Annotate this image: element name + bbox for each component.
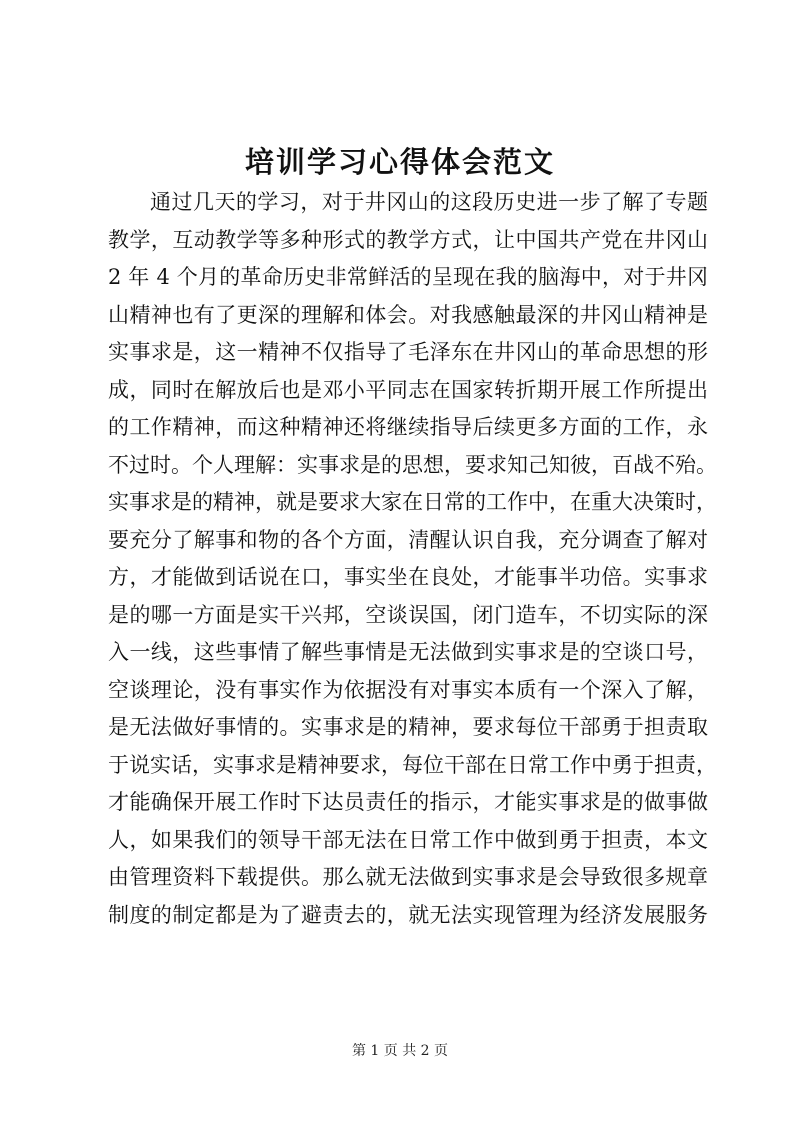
body-line: 空谈理论，没有事实作为依据没有对事实本质有一个深入了解，	[108, 677, 708, 702]
body-line: 不过时。个人理解：实事求是的思想，要求知己知彼，百战不殆。	[108, 452, 717, 477]
body-line: 制度的制定都是为了避责去的，就无法实现管理为经济发展服务	[108, 902, 708, 927]
body-line: 成，同时在解放后也是邓小平同志在国家转折期开展工作所提出	[108, 377, 708, 402]
body-line: 教学，互动教学等多种形式的教学方式，让中国共产党在井冈山	[108, 227, 708, 252]
body-line: 实事求是，这一精神不仅指导了毛泽东在井冈山的革命思想的形	[108, 340, 708, 364]
body-line: 的工作精神，而这种精神还将继续指导后续更多方面的工作，永	[108, 415, 708, 439]
body-line: 是无法做好事情的。实事求是的精神，要求每位干部勇于担责取	[108, 715, 708, 739]
document-title: 培训学习心得体会范文	[244, 145, 555, 179]
body-line: 山精神也有了更深的理解和体会。对我感触最深的井冈山精神是	[108, 302, 708, 327]
body-line: 由管理资料下载提供。那么就无法做到实事求是会导致很多规章	[108, 865, 708, 889]
body-line: 通过几天的学习，对于井冈山的这段历史进一步了解了专题	[150, 190, 708, 214]
body-line: 入一线，这些事情了解些事情是无法做到实事求是的空谈口号，	[108, 640, 708, 664]
body-line: 于说实话，实事求是精神要求，每位干部在日常工作中勇于担责，	[108, 752, 717, 777]
body-line: 实事求是的精神，就是要求大家在日常的工作中，在重大决策时，	[108, 490, 717, 514]
body-line: 是的哪一方面是实干兴邦，空谈误国，闭门造车，不切实际的深	[108, 602, 708, 627]
body-line: 才能确保开展工作时下达员责任的指示，才能实事求是的做事做	[108, 790, 708, 814]
body-line: 方，才能做到话说在口，事实坐在良处，才能事半功倍。实事求	[108, 565, 708, 589]
body-line: 2 年 4 个月的革命历史非常鲜活的呈现在我的脑海中，对于井冈	[108, 265, 708, 289]
body-line: 人，如果我们的领导干部无法在日常工作中做到勇于担责，本文	[108, 827, 708, 852]
document-body	[108, 184, 717, 934]
body-line: 要充分了解事和物的各个方面，清醒认识自我，充分调查了解对	[108, 527, 708, 552]
page-footer: 第 1 页 共 2 页	[351, 1043, 449, 1059]
